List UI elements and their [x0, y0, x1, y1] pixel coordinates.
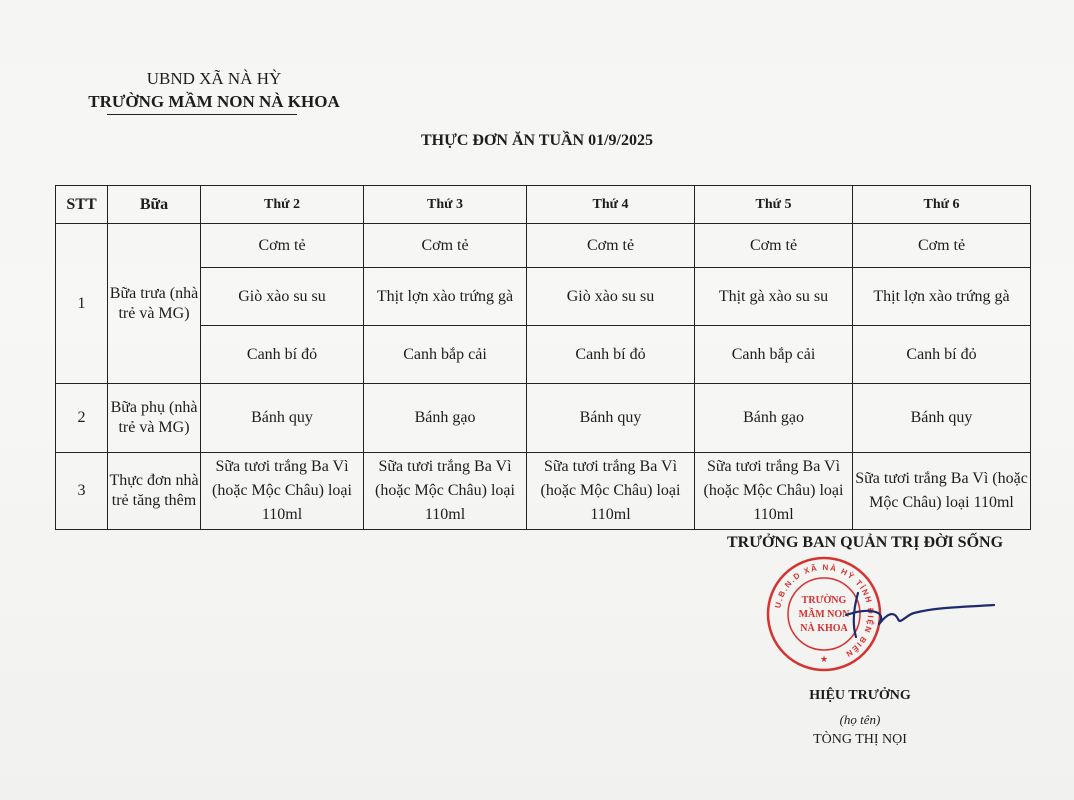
dish-cell: Giò xào su su	[527, 268, 695, 326]
stamp-inner-line: NÀ KHOA	[800, 623, 848, 634]
dish-cell: Thịt lợn xào trứng gà	[853, 268, 1031, 326]
row-meal: Bữa trưa (nhà trẻ và MG)	[108, 224, 201, 384]
table-header-row	[56, 186, 1031, 224]
dish-cell: Thịt lợn xào trứng gà	[364, 268, 527, 326]
table-row	[56, 384, 1031, 453]
board-title: TRƯỞNG BAN QUẢN TRỊ ĐỜI SỐNG	[726, 534, 1004, 551]
menu-table	[55, 185, 1031, 530]
col-header-meal: Bữa	[108, 186, 201, 224]
dish-cell: Thịt gà xào su su	[695, 268, 853, 326]
dish-cell: Cơm tẻ	[364, 224, 527, 268]
dish-cell: Sữa tươi trắng Ba Vì (hoặc Mộc Châu) loại 110ml	[201, 453, 364, 530]
dish-cell: Cơm tẻ	[695, 224, 853, 268]
col-header-day: Thứ 3	[364, 186, 527, 224]
header-underline	[107, 114, 297, 115]
table-row	[56, 326, 1031, 384]
dish-cell: Canh bí đỏ	[201, 326, 364, 384]
col-header-stt: STT	[56, 186, 108, 224]
dish-cell: Bánh gạo	[695, 384, 853, 453]
stamp-inner-line: TRƯỜNG	[801, 595, 847, 606]
col-header-day: Thứ 2	[201, 186, 364, 224]
dish-cell: Giò xào su su	[201, 268, 364, 326]
col-header-day: Thứ 4	[527, 186, 695, 224]
row-meal: Thực đơn nhà trẻ tăng thêm	[108, 453, 201, 530]
dish-cell: Sữa tươi trắng Ba Vì (hoặc Mộc Châu) loại 110ml	[853, 453, 1031, 530]
principal-name: TÒNG THỊ NỌI	[813, 732, 907, 747]
dish-cell: Cơm tẻ	[853, 224, 1031, 268]
name-label: (họ tên)	[839, 712, 881, 727]
col-header-day: Thứ 6	[853, 186, 1031, 224]
dish-cell: Canh bí đỏ	[527, 326, 695, 384]
agency-header	[79, 67, 349, 113]
row-meal: Bữa phụ (nhà trẻ và MG)	[108, 384, 201, 453]
school-name: TRƯỜNG MẦM NON NÀ KHOA	[88, 92, 340, 111]
dish-cell: Canh bí đỏ	[853, 326, 1031, 384]
dish-cell: Sữa tươi trắng Ba Vì (hoặc Mộc Châu) loại 110ml	[364, 453, 527, 530]
col-header-day: Thứ 5	[695, 186, 853, 224]
principal-title: HIỆU TRƯỞNG	[809, 688, 911, 703]
row-stt: 1	[56, 224, 108, 384]
dish-cell: Cơm tẻ	[201, 224, 364, 268]
dish-cell: Canh bắp cải	[695, 326, 853, 384]
table-row	[56, 453, 1031, 530]
dish-cell: Bánh quy	[853, 384, 1031, 453]
handwritten-signature	[836, 585, 996, 645]
menu-title: THỰC ĐƠN ĂN TUẦN 01/9/2025	[420, 132, 653, 149]
table-row	[56, 224, 1031, 268]
row-stt: 3	[56, 453, 108, 530]
dish-cell: Canh bắp cải	[364, 326, 527, 384]
dish-cell: Sữa tươi trắng Ba Vì (hoặc Mộc Châu) loại 110ml	[695, 453, 853, 530]
dish-cell: Bánh gạo	[364, 384, 527, 453]
stamp-inner-line: MẦM NON	[798, 609, 850, 620]
dish-cell: Bánh quy	[201, 384, 364, 453]
dish-cell: Cơm tẻ	[527, 224, 695, 268]
agency-name: UBND XÃ NÀ HỲ	[146, 69, 282, 88]
stamp-star-icon: ★	[819, 655, 829, 665]
table-row	[56, 268, 1031, 326]
row-stt: 2	[56, 384, 108, 453]
stamp-outer-text: U.B.N.D XÃ NÀ HỲ TỈNH ĐIỆN BIÊN	[773, 562, 876, 660]
dish-cell: Sữa tươi trắng Ba Vì (hoặc Mộc Châu) loại 110ml	[527, 453, 695, 530]
dish-cell: Bánh quy	[527, 384, 695, 453]
